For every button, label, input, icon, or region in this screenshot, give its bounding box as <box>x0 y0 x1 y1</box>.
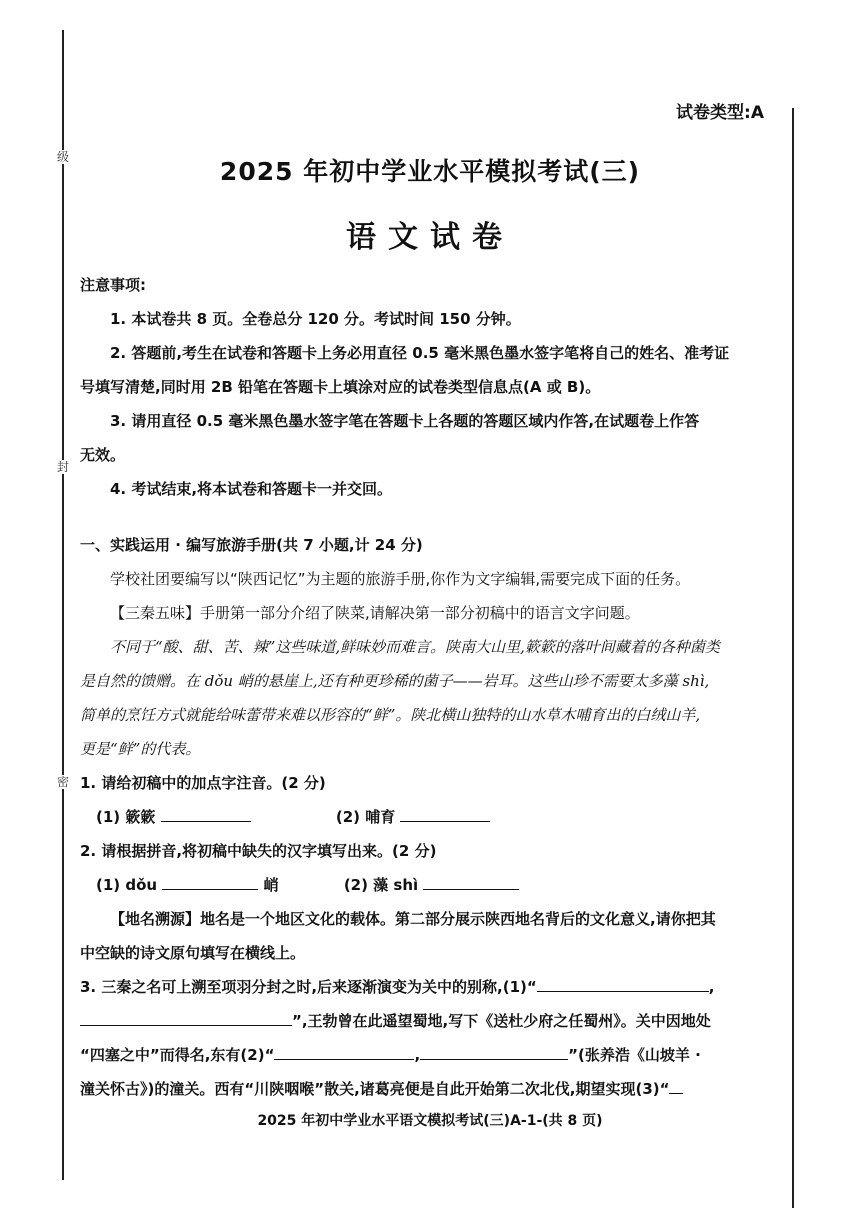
question-1-b-blank[interactable] <box>400 803 490 822</box>
question-3-line-2 <box>80 1004 770 1038</box>
page-footer: 2025 年初中学业水平语文模拟考试(三)A-1-(共 8 页) <box>257 1113 603 1129</box>
question-1-a-label: (1) 簌簌 <box>96 808 156 826</box>
question-1-items <box>80 800 770 834</box>
question-2-b-label: (2) 藻 shì <box>343 876 419 894</box>
question-3-blank-2a[interactable] <box>274 1041 414 1060</box>
question-3-line-3 <box>80 1038 770 1072</box>
question-2-a-label: (1) dǒu <box>96 876 158 894</box>
note-item-3: 3. 请用直径 0.5 毫米黑色墨水签字笔在答题卡上各题的答题区域内作答,在试题卷上作答 <box>110 412 700 430</box>
question-1-stem: 1. 请给初稿中的加点字注音。(2 分) <box>80 774 326 792</box>
binding-mark-secret: 密 <box>56 775 69 789</box>
note-item-1: 1. 本试卷共 8 页。全卷总分 120 分。考试时间 150 分钟。 <box>110 310 521 328</box>
draft-line-1: 不同于“酸、甜、苦、辣”这些味道,鲜味妙而难言。陕南大山里,簌簌的落叶间藏着的各种菌类 <box>110 638 720 656</box>
question-1-a-blank[interactable] <box>161 803 251 822</box>
binding-mark-class: 级 <box>56 150 69 164</box>
question-2-a-blank[interactable] <box>162 871 258 890</box>
part-1-intro: 【三秦五味】手册第一部分介绍了陕菜,请解决第一部分初稿中的语言文字问题。 <box>110 604 640 622</box>
part-2-intro-1: 【地名溯源】地名是一个地区文化的载体。第二部分展示陕西地名背后的文化意义,请你把其 <box>110 910 716 928</box>
note-item-2-cont: 号填写清楚,同时用 2B 铅笔在答题卡上填涂对应的试卷类型信息点(A 或 B)。 <box>80 378 601 396</box>
question-3-l2-text: ”,王勃曾在此遥望蜀地,写下《送杜少府之任蜀州》。关中因地处 <box>292 1012 711 1030</box>
question-3-blank-3[interactable] <box>669 1075 683 1094</box>
draft-line-2: 是自然的馈赠。在 dǒu 峭的悬崖上,还有种更珍稀的菌子——岩耳。这些山珍不需要太多藻 shì, <box>80 672 710 690</box>
question-3-l1-comma: , <box>708 978 715 996</box>
question-3-blank-1a[interactable] <box>537 973 709 992</box>
question-3-line-4 <box>80 1072 770 1106</box>
exam-type: 试卷类型:A <box>676 103 764 123</box>
question-3-line-1 <box>80 970 770 1004</box>
draft-line-3: 简单的烹饪方式就能给味蕾带来难以形容的“鲜”。陕北横山独特的山水草木哺育出的白绒山羊, <box>80 706 701 724</box>
question-2-a-suffix: 峭 <box>263 876 279 894</box>
question-1-b-label: (2) 哺育 <box>335 808 396 826</box>
exam-title: 2025 年初中学业水平模拟考试(三) <box>219 157 641 186</box>
question-3-l3-text: “四塞之中”而得名,东有(2)“ <box>80 1046 275 1064</box>
notes-heading: 注意事项: <box>80 276 146 294</box>
question-3-l3-comma: , <box>414 1046 421 1064</box>
question-2-items <box>80 868 770 902</box>
question-3-blank-1b[interactable] <box>80 1007 292 1026</box>
section-1-intro: 学校社团要编写以“陕西记忆”为主题的旅游手册,你作为文字编辑,需要完成下面的任务。 <box>110 570 691 588</box>
right-margin-rule <box>792 108 794 1208</box>
question-3-blank-2b[interactable] <box>420 1041 568 1060</box>
note-item-4: 4. 考试结束,将本试卷和答题卡一并交回。 <box>110 480 393 498</box>
question-3-l3-source: ”(张养浩《山坡羊 · <box>568 1046 701 1064</box>
binding-mark-seal: 封 <box>56 460 69 474</box>
exam-content <box>80 268 770 1106</box>
section-1-title: 一、实践运用 · 编写旅游手册(共 7 小题,计 24 分) <box>80 536 423 554</box>
question-2-b-blank[interactable] <box>423 871 519 890</box>
exam-subtitle: 语文试卷 <box>346 220 514 255</box>
question-3-l4-text: 潼关怀古》)的潼关。西有“川陕咽喉”散关,诸葛亮便是自此开始第二次北伐,期望实现(3)“ <box>80 1080 670 1098</box>
question-2-stem: 2. 请根据拼音,将初稿中缺失的汉字填写出来。(2 分) <box>80 842 437 860</box>
question-3-l1-text: 3. 三秦之名可上溯至项羽分封之时,后来逐渐演变为关中的别称,(1)“ <box>80 978 537 996</box>
note-item-2: 2. 答题前,考生在试卷和答题卡上务必用直径 0.5 毫米黑色墨水签字笔将自己的姓名、准考证 <box>110 344 730 362</box>
binding-line <box>62 30 64 1180</box>
draft-line-4: 更是“鲜”的代表。 <box>80 740 201 758</box>
part-2-intro-2: 中空缺的诗文原句填写在横线上。 <box>80 944 306 962</box>
note-item-3-cont: 无效。 <box>80 446 126 464</box>
